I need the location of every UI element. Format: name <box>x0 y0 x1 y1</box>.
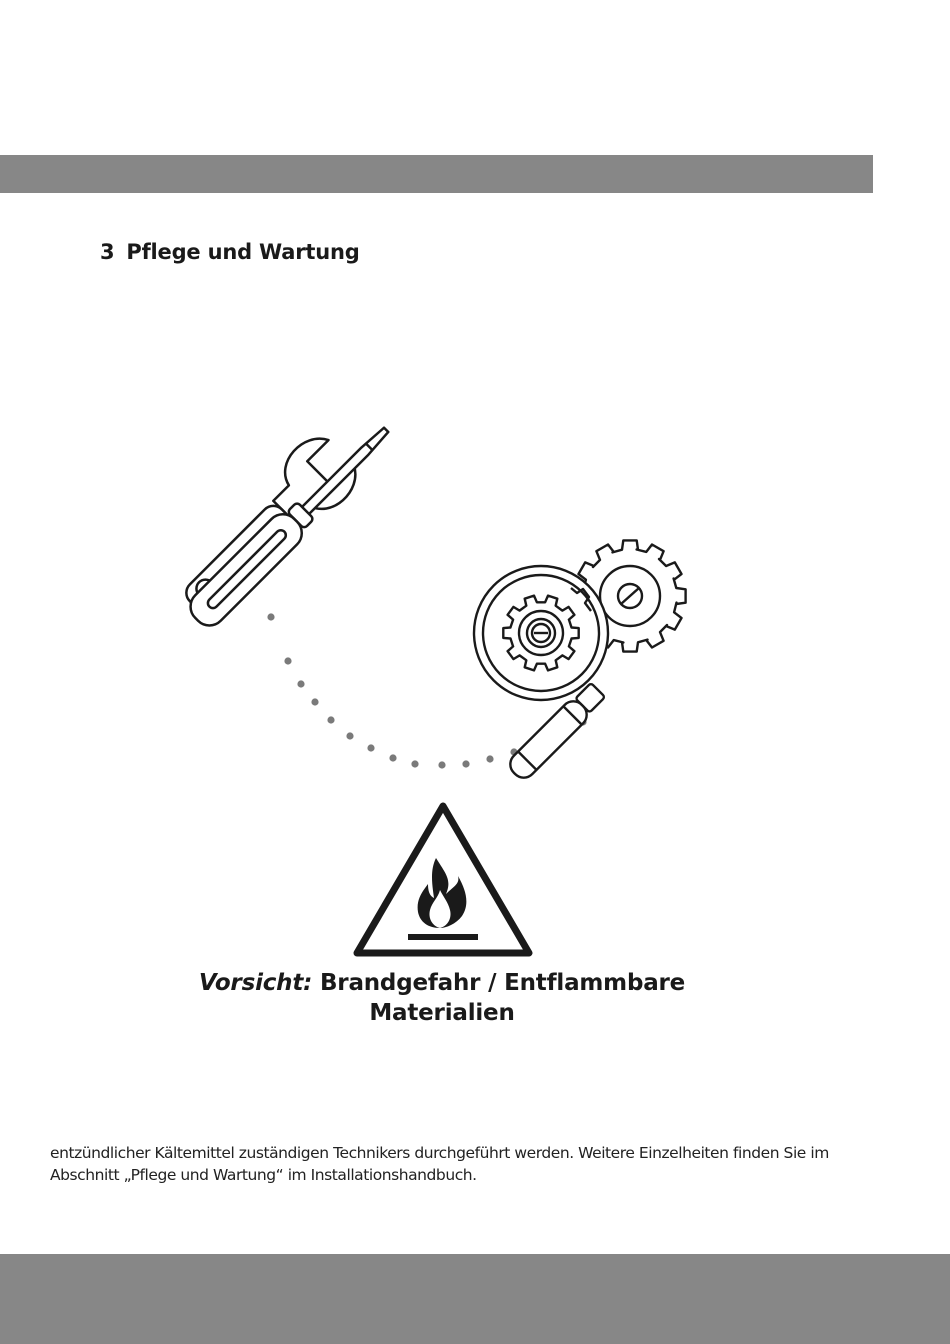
path-dot <box>297 680 304 687</box>
caution-line-1 <box>150 968 734 998</box>
section-number: 3 <box>100 240 115 264</box>
caution-label: Vorsicht: <box>198 970 313 996</box>
flammable-warning-icon <box>357 806 529 953</box>
magnifier-gears-icon <box>474 540 686 782</box>
path-dot <box>438 761 445 768</box>
path-dot <box>327 716 334 723</box>
path-dot <box>311 698 318 705</box>
path-dot <box>462 760 469 767</box>
path-dot <box>284 657 291 664</box>
section-title: Pflege und Wartung <box>126 240 360 264</box>
caution-caption <box>150 968 734 1028</box>
screwdriver-icon <box>184 417 399 632</box>
path-dot <box>346 732 353 739</box>
caution-line-2: Materialien <box>369 1000 515 1026</box>
path-dot <box>411 760 418 767</box>
path-dot <box>367 744 374 751</box>
path-dot <box>486 755 493 762</box>
path-dot <box>389 754 396 761</box>
footer-band <box>0 1254 950 1344</box>
body-paragraph <box>50 1142 880 1186</box>
path-dot <box>267 613 274 620</box>
caution-text-1: Brandgefahr / Entflammbare <box>319 970 686 996</box>
body-line-2: Abschnitt „Pflege und Wartung“ im Installationshandbuch. <box>50 1166 477 1184</box>
body-line-1: entzündlicher Kältemittel zuständigen Technikers durchgeführt werden. Weitere Einzelheiten finden Sie im <box>50 1144 829 1162</box>
